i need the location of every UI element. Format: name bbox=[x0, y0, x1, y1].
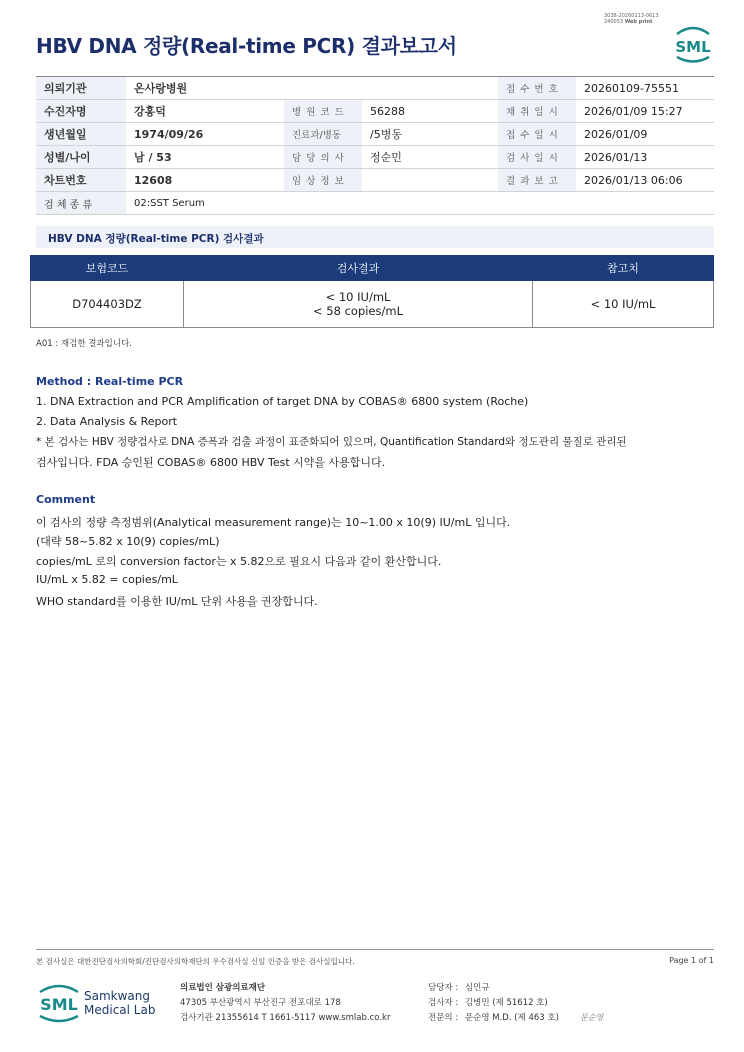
reference-value: < 10 IU/mL bbox=[533, 281, 714, 328]
page-title: HBV DNA 정량(Real-time PCR) 결과보고서 bbox=[36, 34, 457, 58]
page-number: Page 1 of 1 bbox=[669, 956, 714, 965]
signer-row bbox=[428, 981, 490, 993]
value-clinical-info bbox=[362, 169, 498, 192]
footer-logo-text: SML bbox=[40, 995, 78, 1014]
document-code-line1: 3038-20260113-0613 bbox=[604, 13, 659, 19]
footer-sml-logo bbox=[36, 980, 82, 1026]
value-accession-number: 20260109-75551 bbox=[576, 77, 714, 100]
web-print-tag: Web print bbox=[624, 19, 653, 25]
label-hospital-code: 병 원 코 드 bbox=[284, 100, 362, 123]
result-header-row bbox=[31, 256, 714, 281]
label-specimen-type: 검 체 종 류 bbox=[36, 192, 126, 215]
footer-divider bbox=[36, 949, 714, 950]
value-requesting-institution: 온사랑병원 bbox=[126, 77, 498, 100]
comment-line: copies/mL 로의 conversion factor는 x 5.82으로 필요시 다음과 같이 환산합니다. bbox=[36, 555, 442, 568]
document-code bbox=[604, 13, 659, 25]
signer-row bbox=[428, 996, 548, 1008]
value-department-ward: /5병동 bbox=[362, 123, 498, 146]
physician-signature: 문순영 bbox=[580, 1013, 604, 1022]
result-row bbox=[31, 281, 714, 328]
sml-logo-text: SML bbox=[675, 38, 711, 56]
signer-label: 담당자 : bbox=[428, 983, 459, 993]
method-line: 2. Data Analysis & Report bbox=[36, 415, 178, 428]
value-test-date: 2026/01/13 bbox=[576, 146, 714, 169]
org-contact: 검사기관 21355614 T 1661-5117 www.smlab.co.kr bbox=[180, 1013, 391, 1023]
header-insurance-code: 보험코드 bbox=[31, 256, 184, 281]
comment-line: WHO standard를 이용한 IU/mL 단위 사용을 권장합니다. bbox=[36, 595, 318, 608]
label-report-time: 결 과 보 고 bbox=[498, 169, 576, 192]
patient-info-table bbox=[36, 76, 714, 215]
signer-label: 검사자 : bbox=[428, 998, 459, 1008]
retest-note: A01 : 재검한 결과입니다. bbox=[36, 339, 132, 349]
result-iu: < 10 IU/mL bbox=[325, 290, 391, 304]
value-sex-age: 남 / 53 bbox=[126, 146, 284, 169]
label-accession-number: 접 수 번 호 bbox=[498, 77, 576, 100]
label-requesting-institution: 의뢰기관 bbox=[36, 77, 126, 100]
comment-line: 이 검사의 정량 측정범위(Analytical measurement range)는 10~1.00 x 10(9) IU/mL 입니다. bbox=[36, 516, 511, 529]
label-test-date: 검 사 일 시 bbox=[498, 146, 576, 169]
value-report-time: 2026/01/13 06:06 bbox=[576, 169, 714, 192]
insurance-code: D704403DZ bbox=[31, 281, 184, 328]
org-name: 의료법인 삼광의료재단 bbox=[180, 983, 266, 993]
comment-heading: Comment bbox=[36, 493, 96, 506]
result-table bbox=[30, 255, 714, 328]
value-birth-date: 1974/09/26 bbox=[126, 123, 284, 146]
method-heading: Method : Real-time PCR bbox=[36, 375, 184, 388]
certification-note: 본 검사실은 대한진단검사의학회/진단검사의학재단의 우수검사실 신임 인증을 받은 검사실입니다. bbox=[36, 957, 355, 966]
lab-name-line2: Medical Lab bbox=[84, 1003, 156, 1017]
value-specimen-type: 02:SST Serum bbox=[126, 192, 714, 215]
label-received-date: 접 수 일 시 bbox=[498, 123, 576, 146]
label-sex-age: 성별/나이 bbox=[36, 146, 126, 169]
test-result bbox=[184, 281, 533, 328]
lab-name bbox=[84, 989, 155, 1017]
comment-line: (대략 58~5.82 x 10(9) copies/mL) bbox=[36, 535, 220, 548]
value-hospital-code: 56288 bbox=[362, 100, 498, 123]
method-line: 검사입니다. FDA 승인된 COBAS® 6800 HBV Test 시약을 사용합니다. bbox=[36, 456, 386, 469]
lab-name-line1: Samkwang bbox=[84, 989, 150, 1003]
info-row bbox=[36, 123, 714, 146]
document-code-line2: 240053 bbox=[604, 19, 624, 25]
label-department-ward: 진료과/병동 bbox=[284, 123, 362, 146]
signer-label: 전문의 : bbox=[428, 1013, 459, 1023]
comment-line: IU/mL x 5.82 = copies/mL bbox=[36, 573, 178, 586]
sml-logo bbox=[672, 24, 714, 66]
header-reference-value: 참고치 bbox=[533, 256, 714, 281]
value-patient-name: 강홍덕 bbox=[126, 100, 284, 123]
label-patient-name: 수진자명 bbox=[36, 100, 126, 123]
value-chart-number: 12608 bbox=[126, 169, 284, 192]
label-birth-date: 생년월일 bbox=[36, 123, 126, 146]
info-row bbox=[36, 100, 714, 123]
label-chart-number: 차트번호 bbox=[36, 169, 126, 192]
info-row bbox=[36, 77, 714, 100]
signer-name: 심민규 bbox=[464, 983, 490, 993]
method-line: 1. DNA Extraction and PCR Amplification of target DNA by COBAS® 6800 system (Roche) bbox=[36, 395, 529, 408]
signer-row bbox=[428, 1011, 559, 1023]
method-line: * 본 검사는 HBV 정량검사로 DNA 증폭과 검출 과정이 표준화되어 있으며, Quantification Standard와 정도관리 물질로 관리된 bbox=[36, 436, 627, 448]
label-clinical-info: 임 상 정 보 bbox=[284, 169, 362, 192]
value-physician: 정순민 bbox=[362, 146, 498, 169]
info-row bbox=[36, 169, 714, 192]
result-section-title: HBV DNA 정량(Real-time PCR) 검사결과 bbox=[48, 233, 264, 245]
info-row bbox=[36, 146, 714, 169]
value-received-date: 2026/01/09 bbox=[576, 123, 714, 146]
org-address: 47305 부산광역시 부산진구 전포대로 178 bbox=[180, 998, 341, 1008]
header-test-result: 검사결과 bbox=[184, 256, 533, 281]
label-collection-time: 채 취 일 시 bbox=[498, 100, 576, 123]
result-copies: < 58 copies/mL bbox=[313, 304, 403, 318]
info-row bbox=[36, 192, 714, 215]
label-physician: 담 당 의 사 bbox=[284, 146, 362, 169]
signer-name: 김병민 (제 51612 호) bbox=[464, 998, 548, 1008]
signer-name: 문순영 M.D. (제 463 호) bbox=[464, 1013, 559, 1023]
value-collection-time: 2026/01/09 15:27 bbox=[576, 100, 714, 123]
